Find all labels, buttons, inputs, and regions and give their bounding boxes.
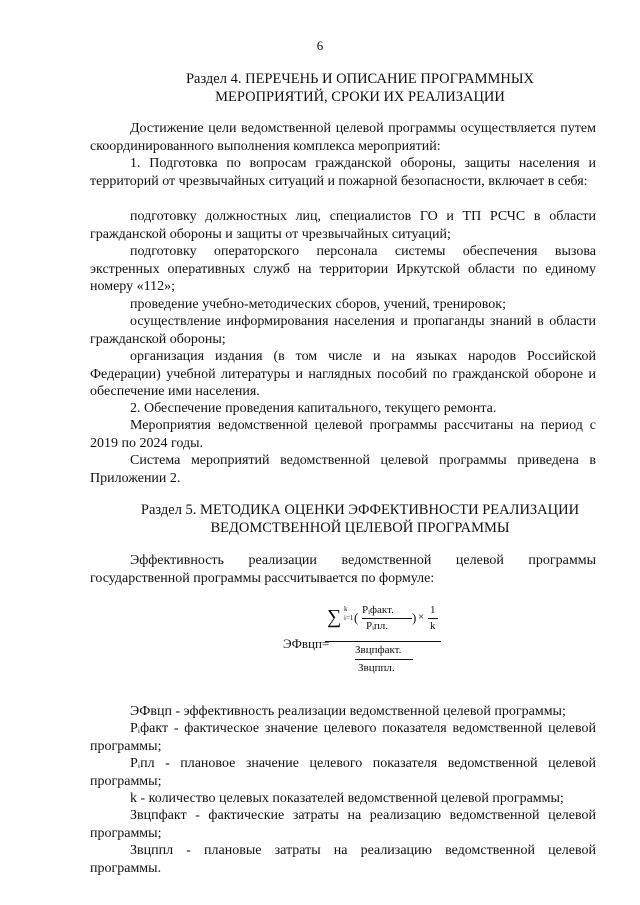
paragraph: проведение учебно-методических сборов, учений, тренировок; <box>130 297 506 312</box>
k-denominator: k <box>430 620 436 632</box>
formula-lhs: ЭФвцп= <box>283 636 330 651</box>
paragraph: 2. Обеспечение проведения капитального, текущего ремонта. <box>130 401 497 416</box>
main-fraction-line <box>325 641 441 642</box>
paragraph: Мероприятия ведомственной целевой программы рассчитаны на период с 2019 по 2024 годы. <box>90 418 596 451</box>
sum-upper: k <box>344 605 348 613</box>
times-sign: × <box>418 611 425 623</box>
paragraph: Эффективность реализации ведомственной целевой программы государственной программы рассчитывается по формуле: <box>90 553 596 586</box>
numerator-fact: Pᵢфакт. <box>362 604 394 616</box>
definition: ЭФвцп - эффективность реализации ведомственной целевой программы; <box>130 704 566 719</box>
section5-title-line2: ВЕДОМСТВЕННОЙ ЦЕЛЕВОЙ ПРОГРАММЫ <box>210 520 510 536</box>
section4-title-line1: Раздел 4. ПЕРЕЧЕНЬ И ОПИСАНИЕ ПРОГРАММНЫХ <box>185 71 535 87</box>
paragraph: Система мероприятий ведомственной целевой программы приведена в Приложении 2. <box>90 453 596 486</box>
paragraph: Достижение цели ведомственной целевой программы осуществляется путем скоординированного выполнения комплекса мероприятий: <box>90 121 596 154</box>
paragraph: 1. Подготовка по вопросам гражданской обороны, защиты населения и территорий от чрезвычайных ситуаций и пожарной безопасности, включает в себя: <box>90 156 596 189</box>
definition: Звцппл - плановые затраты на реализацию ведомственной целевой программы. <box>90 843 596 876</box>
paragraph: подготовку должностных лиц, специалистов ГО и ТП РСЧС в области гражданской обороны и защиты от чрезвычайных ситуаций; <box>90 209 596 242</box>
paragraph: подготовку операторского персонала системы обеспечения вызова экстренных оперативных служб на территории Иркутской области по единому номеру «112»; <box>90 244 596 294</box>
sum-symbol: ∑ <box>327 606 342 628</box>
denominator-plan: Pᵢпл. <box>366 620 389 632</box>
z-fraction-line <box>355 659 413 660</box>
inner-fraction-line <box>362 618 412 619</box>
paragraph: организация издания (в том числе и на языках народов Российской Федерации) учебной литературы и наглядных пособий по гражданской обороне и обеспечение ими населения. <box>90 349 596 399</box>
paragraph: осуществление информирования населения и пропаганды знаний в области гражданской обороны; <box>90 314 596 347</box>
paren-open: ( <box>354 610 359 625</box>
section5-title-line1: Раздел 5. МЕТОДИКА ОЦЕНКИ ЭФФЕКТИВНОСТИ РЕАЛИЗАЦИИ <box>140 502 580 518</box>
one-numerator: 1 <box>430 604 436 616</box>
z-plan: Звцппл. <box>358 662 395 674</box>
definition: k - количество целевых показателей ведомственной целевой программы; <box>130 791 564 806</box>
sum-lower: i=1 <box>344 614 354 622</box>
section4-title-line2: МЕРОПРИЯТИЙ, СРОКИ ИХ РЕАЛИЗАЦИИ <box>215 89 505 105</box>
k-fraction-line <box>428 618 438 619</box>
z-fact: Звцпфакт. <box>355 644 402 656</box>
definition: Звцпфакт - фактические затраты на реализацию ведомственной целевой программы; <box>90 808 596 841</box>
definition: Pᵢпл - плановое значение целевого показателя ведомственной целевой программы; <box>90 756 596 789</box>
definition: Pᵢфакт - фактическое значение целевого показателя ведомственной целевой программы; <box>90 721 596 754</box>
efficiency-formula <box>0 604 640 684</box>
page-number: 6 <box>316 38 324 53</box>
paren-close: ) <box>412 610 417 625</box>
